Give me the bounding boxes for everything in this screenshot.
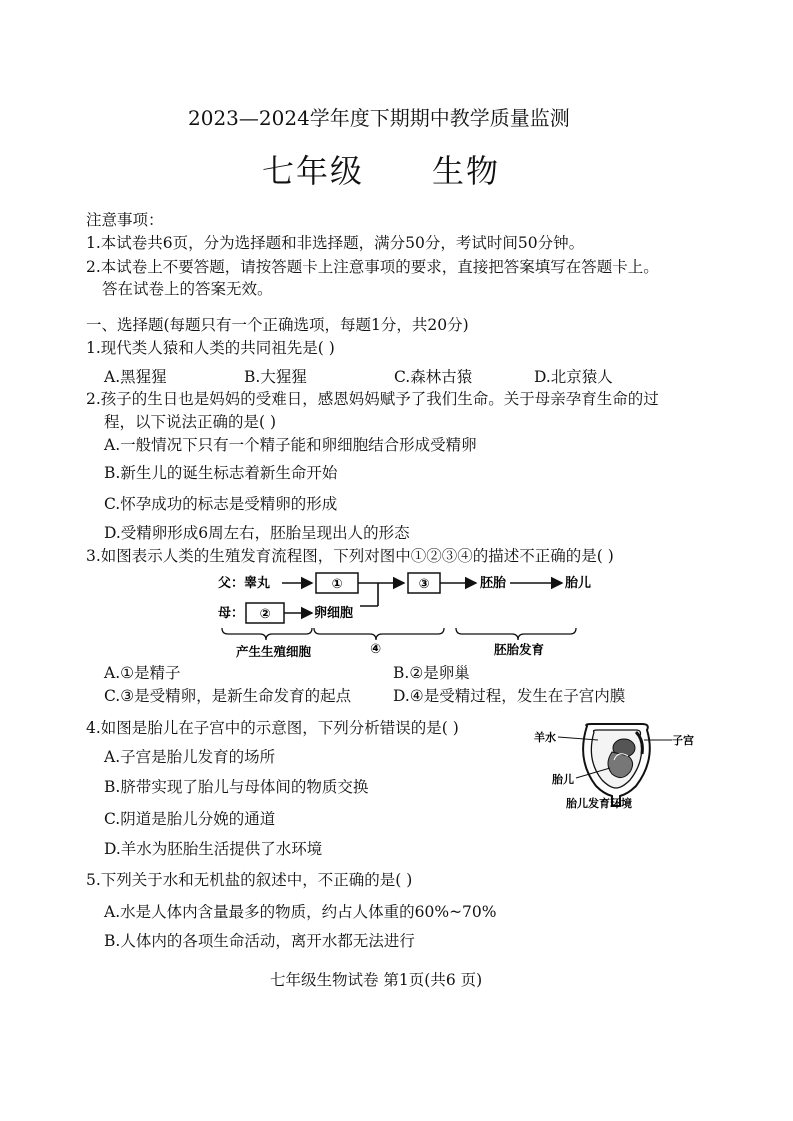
q4-option-c: C.阴道是胎儿分娩的通道 <box>104 810 276 828</box>
label-amniotic: 羊水 <box>534 731 556 744</box>
embryo-label: 胚胎 <box>480 576 507 591</box>
box-3-label: ③ <box>418 577 430 592</box>
brace1-label: 产生生殖细胞 <box>236 644 312 659</box>
q5-stem: 5.下列关于水和无机盐的叙述中，不正确的是( ) <box>86 871 413 889</box>
q4-option-b: B.脐带实现了胎儿与母体间的物质交换 <box>104 778 369 796</box>
section-heading: 一、选择题(每题只有一个正确选项，每题1分，共20分) <box>86 316 469 334</box>
q2-stem-1: 2.孩子的生日也是妈妈的受难日，感恩妈妈赋予了我们生命。关于母亲孕育生命的过 <box>86 390 659 408</box>
box-1-label: ① <box>331 577 343 592</box>
brace3-label: 胚胎发育 <box>494 642 545 657</box>
diagram4-caption: 胎儿发育环境 <box>566 797 632 810</box>
q5-option-a: A.水是人体内含量最多的物质，约占人体重的60%~70% <box>104 903 497 921</box>
fetus-label: 胎儿 <box>565 576 592 591</box>
fetus-uterus-diagram <box>532 720 702 812</box>
brace-produce <box>222 628 312 640</box>
q5-option-b: B.人体内的各项生命活动，离开水都无法进行 <box>104 932 415 950</box>
q1-option-c: C.森林古猿 <box>394 368 473 386</box>
q3-option-d: D.④是受精过程，发生在子宫内膜 <box>393 687 626 705</box>
q1-option-b: B.大猩猩 <box>244 368 307 386</box>
egg-label: 卵细胞 <box>314 606 354 621</box>
q4-option-d: D.羊水为胚胎生活提供了水环境 <box>104 840 323 858</box>
notice-item-2: 2.本试卷上不要答题，请按答题卡上注意事项的要求，直接把答案填写在答题卡上。 <box>86 258 659 276</box>
box-2-label: ② <box>259 607 271 622</box>
q1-option-a: A.黑猩猩 <box>104 368 167 386</box>
q1-option-d: D.北京猿人 <box>534 368 613 386</box>
q2-stem-2: 程，以下说法正确的是( ) <box>104 413 277 431</box>
notice-item-1: 1.本试卷共6页，分为选择题和非选择题，满分50分，考试时间50分钟。 <box>86 234 585 252</box>
q2-option-a: A.一般情况下只有一个精子能和卵细胞结合形成受精卵 <box>104 436 477 454</box>
page-footer: 七年级生物试卷 第1页(共6 页) <box>270 971 483 989</box>
notice-heading: 注意事项： <box>86 211 164 229</box>
q3-option-c: C.③是受精卵，是新生命发育的起点 <box>104 687 352 705</box>
reproduction-flowchart <box>210 568 600 660</box>
q2-option-c: C.怀孕成功的标志是受精卵的形成 <box>104 495 338 513</box>
grade-label: 七年级 <box>262 152 365 190</box>
q2-option-d: D.受精卵形成6周左右，胚胎呈现出人的形态 <box>104 524 410 542</box>
brace2-label: ④ <box>370 642 382 657</box>
label-uterus: 子宫 <box>672 734 694 747</box>
q3-stem: 3.如图表示人类的生殖发育流程图，下列对图中①②③④的描述不正确的是( ) <box>86 547 614 565</box>
mother-label: 母： <box>218 606 245 621</box>
label-fetus: 胎儿 <box>552 773 574 786</box>
q2-option-b: B.新生儿的诞生标志着新生命开始 <box>104 464 338 482</box>
q4-option-a: A.子宫是胎儿发育的场所 <box>104 748 276 766</box>
q4-stem: 4.如图是胎儿在子宫中的示意图，下列分析错误的是( ) <box>86 719 459 737</box>
notice-item-2-cont: 答在试卷上的答案无效。 <box>102 280 273 298</box>
father-label: 父：睾丸 <box>218 576 271 591</box>
brace-fertilization <box>314 628 444 640</box>
q1-stem: 1.现代类人猿和人类的共同祖先是( ) <box>86 339 335 357</box>
q3-option-a: A.①是精子 <box>104 664 181 682</box>
q3-option-b: B.②是卵巢 <box>393 664 470 682</box>
exam-title: 2023—2024学年度下期期中教学质量监测 <box>188 106 570 130</box>
brace-development <box>456 628 576 640</box>
subject-label: 生物 <box>432 152 501 190</box>
